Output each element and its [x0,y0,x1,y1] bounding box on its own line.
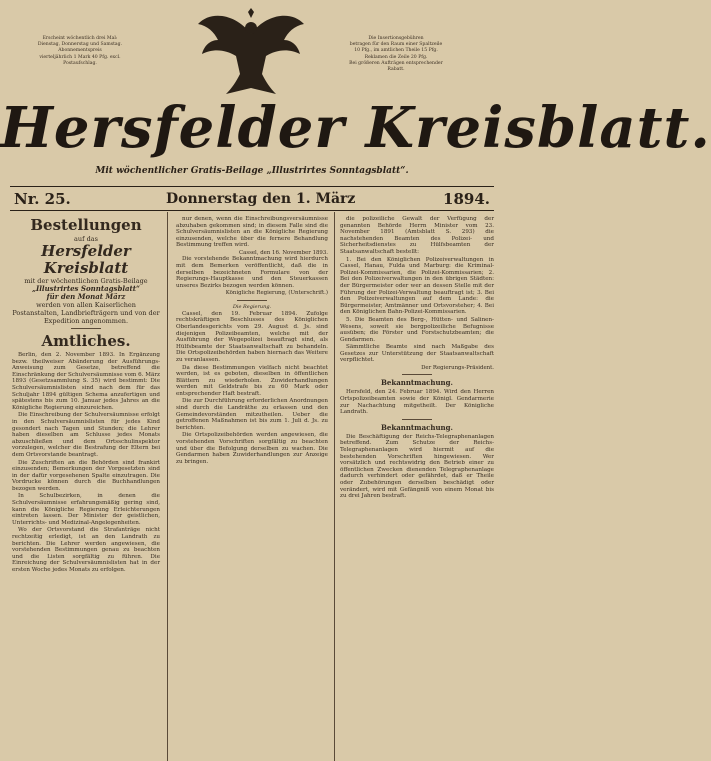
article-paragraph: 5. Die Beamten des Berg-, Hütten- und Salinen-Wesens, soweit sie bergpolizeiliche Befugnisse ausüben; die Förster und Forstschutzbeamten; die Gendarmen. [340,316,494,343]
article-paragraph: Sämmtliche Beamte sind nach Maßgabe des Gesetzes zur Unterstützung der Staatsanwaltschaft verpflichtet. [340,344,494,364]
subscription-info-box [34,36,126,67]
article-paragraph: Die Zuschriften an die Behörden sind frankirt einzusenden; Bemerkungen der Vorgesetzten sind in der dafür vorgesehenen Spalte einzutragen. Die Vordrucke können durch die Buchhandlungen bezogen werden. [12,459,160,492]
article-paragraph: nur denen, wenn die Einschreibungsversäumnisse abzuhaben gekommen sind; in diesem Falle sind die Schulversäumnislisten an die Königliche Regierung einzusenden, welche über die fernere Behandlung Bestimmung treffen wird. [176,216,328,249]
divider [71,328,101,329]
article-paragraph: 1. Bei den Königlichen Polizeiverwaltungen in Cassel, Hanau, Fulda und Marburg: die Kriminal-Polizei-Kommissarien, die Polizei-Kommissarien; 2. Bei den Polizeiverwaltungen in den übrigen Städten: der Bürgermeister oder wer an dessen Stelle mit der Führung der Polizei-Verwaltung beauftragt ist; 3. Bei den Polizeiverwaltungen auf dem Lande: die Bürgermeister, Amtmänner und Ortsvorsteher; 4. Bei den Königlichen Bahn-Polizei-Kommissarien. [340,256,494,316]
article-paragraph: Cassel, den 19. Februar 1894. Zufolge rechtskräftigen Beschlusses des Königlichen Oberlandesgerichts vom 29. August d. Js. sind diejenigen Polizeibeamten, welche mit der Ausführung der Wegepolizei beauftragt sind, als Hülfsbeamte der Staatsanwaltschaft zu behandeln. Die Ortspolizeibehörden haben hiernach das Weitere zu veranlassen. [176,310,328,363]
column-middle [176,216,328,761]
box-line: Erscheint wöchentlich drei Mal: [42,36,118,41]
article-paragraph: die polizeiliche Gewalt der Verfügung der genannten Behörde Herrn Minister vom 23. November 1891 (Amtsblatt S. 293) die nachstehenden Beamten des Polizei- und Sicherheitsdienstes zu Hülfsbeamten der Staatsanwaltschaft bestellt: [340,216,494,255]
notice-heading: Bekanntmachung. [381,422,453,432]
box-line: Die Insertionsgebühren [368,36,424,41]
box-line: Rabatt. [387,67,405,73]
box-line: Bei größeren Aufträgen entsprechender [349,60,443,66]
order-month: für den Monat März [46,292,126,301]
newspaper-title: Hersfelder Kreisblatt. [0,95,711,161]
order-supplement-line: mit der wöchentlichen Gratis-Beilage [24,277,148,285]
section-label: Die Regierung. [232,303,272,310]
article-paragraph: Die vorstehende Bekanntmachung wird hierdurch mit dem Bemerken veröffentlicht, daß die in derselben bezeichneten Formulare von der Regierungs-Hauptkasse und den Steuerkassen unseres Bezirks bezogen werden können. [176,256,328,289]
issue-date: Donnerstag den 1. März [166,191,356,207]
article-paragraph: Die Beschäftigung der Reichs-Telegraphenanlagen betreffend. Zum Schutze der Reichs-Telegraphenanlagen wird hiermit auf die bestehenden Vorschriften hingewiesen. Wer vorsätzlich und rechtswidrig den Betrieb einer zu öffentlichen Zwecken dienenden Telegraphenanlage dadurch verhindert oder gefährdet, daß er Theile oder Zubehörungen derselben beschädigt oder verändert, wird mit Gefängniß von einem Monat bis zu drei Jahren bestraft. [340,433,494,500]
article-signature: Cassel, den 16. November 1893. [239,249,328,256]
newspaper-subtitle: Mit wöchentlicher Gratis-Beilage „Illustrirtes Sonntagsblatt“. [95,166,409,176]
article-paragraph: Berlin, den 2. November 1893. In Ergänzung bezw. theilweiser Abänderung der Ausführungs-Anweisung zum Gesetze, betreffend die Einschränkung der Schulversäumnisse vom 6. März 1893 (Gesetzsammlung S. 35) wird bestimmt: Die Schulversäumnislisten sind nach dem für das Schuljahr 1894 gültigen Schema anzufertigen und spätestens bis zum 10. Januar jedes Jahres an die Königliche Regierung einzureichen. [12,352,160,411]
advertising-info-box [336,36,456,73]
divider [402,419,432,420]
box-line: Reklamen die Zeile 20 Pfg. [364,54,428,60]
order-subheading: auf das [74,235,98,243]
box-line: vierteljährlich 1 Mark 40 Pfg. excl. [39,54,121,60]
column-divider [334,212,335,761]
box-line: Abonnementspreis [58,48,102,54]
masthead-divider [10,186,494,187]
order-where: werden von allen Kaiserlichen Postanstalten, Landbriefträgern und von der Expedition angenommen. [12,301,160,325]
issue-year: 1894. [443,190,490,208]
article-paragraph: Wo der Ortsvorstand die Strafanträge nicht rechtzeitig erledigt, ist an den Landrath zu berichten. Die Lehrer werden angewiesen, die vorstehenden Bestimmungen genau zu beachten und die Listen sorgfältig zu führen. Die Einreichung der Schulversäumnislisten hat in der ersten Woche jedes Monats zu erfolgen. [12,527,160,573]
column-left [12,216,160,761]
box-line: Dienstag, Donnerstag und Samstag. [37,42,123,48]
box-line: Postaufschlag. [63,60,97,66]
article-paragraph: Die zur Durchführung erforderlichen Anordnungen sind durch die Landräthe zu erlassen und den Gemeindevorständen mitzutheilen. Ueber die getroffenen Maßnahmen ist bis zum 1. Juli d. Js. zu berichten. [176,398,328,431]
box-line: 10 Pfg., im amtlichen Theile 15 Pfg. [354,48,438,54]
article-paragraph: Hersfeld, den 24. Februar 1894. Wird den Herren Ortspolizeibeamten sowie der Königl. Gendarmerie zur Nachachtung mitgetheilt. Der Königliche Landrath. [340,389,494,416]
box-line: betragen für den Raum einer Spaltzeile [349,42,443,48]
article-signature: Königliche Regierung, (Unterschrift.) [225,290,328,297]
article-paragraph: Da diese Bestimmungen vielfach nicht beachtet werden, ist es geboten, dieselben in öffentlichen Blättern zu wiederholen. Zuwiderhandlungen werden mit Geldstrafe bis zu 60 Mark oder entsprechender Haft bestraft. [176,364,328,397]
article-paragraph: Die Ortspolizeibehörden werden angewiesen, die vorstehenden Vorschriften sorgfältig zu beachten und über die Befolgung derselben zu wachen. Die Gendarmen haben Zuwiderhandlungen zur Anzeige zu bringen. [176,432,328,465]
column-right [340,216,494,761]
issue-row [14,190,490,208]
order-heading: Bestellungen [30,216,142,234]
divider [237,300,267,301]
column-divider [167,212,168,761]
issue-divider [10,210,494,211]
order-supplement-name: „Illustrirtes Sonntagsblatt“ [31,284,141,293]
article-signature: Der Regierungs-Präsident. [421,365,494,372]
issue-number: Nr. 25. [14,190,71,208]
notice-heading: Bekanntmachung. [381,378,453,388]
article-paragraph: Die Einschreibung der Schulversäumnisse erfolgt in den Schulversäumnislisten für jedes Kind gesondert nach Tagen und Stunden; die Lehrer haben dieselben am Schlusse jedes Monats abzuschließen und dem Ortsschulinspektor vorzulegen, welcher die Bestrafung der Eltern bei dem Ortsvorstande beantragt. [12,412,160,458]
eagle-emblem-icon [196,4,306,96]
divider [402,374,432,375]
official-section-heading: Amtliches. [41,332,131,350]
article-paragraph: In Schulbezirken, in denen die Schulversäumnisse erfahrungsmäßig gering sind, kann die Königliche Regierung Erleichterungen eintreten lassen. Der Minister der geistlichen, Unterrichts- und Medizinal-Angelegenheiten. [12,493,160,526]
order-paper-name: Hersfelder Kreisblatt [41,242,131,277]
